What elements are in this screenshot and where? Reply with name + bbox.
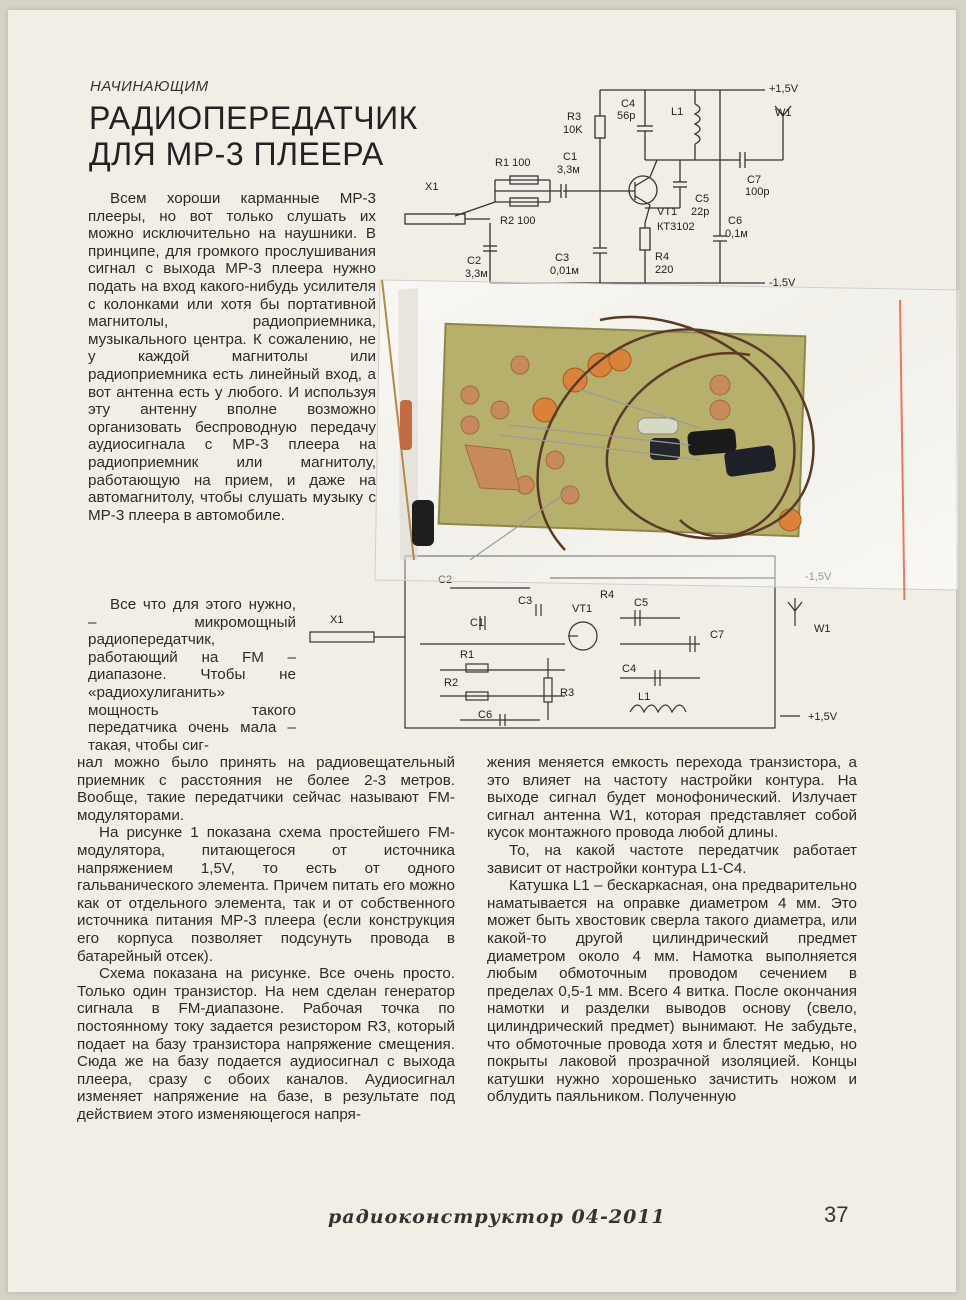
- label-c2-val: 3,3м: [465, 268, 488, 280]
- layout-label-c1: C1: [470, 617, 485, 629]
- paragraph: То, на какой частоте передатчик работает зависит от настройки контура L1-C4.: [487, 841, 857, 877]
- paragraph: Все что для этого нужно, – микромощный радиопередатчик, работающий на FM – диапазоне. Чтобы не «радиохулиганить» мощность такого передатчика очень мала – такая, чтобы сиг-: [88, 596, 296, 754]
- label-c2: C2: [467, 255, 482, 267]
- layout-label-w1: W1: [814, 623, 831, 635]
- layout-label-c3: C3: [518, 595, 533, 607]
- label-w1: W1: [775, 107, 792, 119]
- layout-label-r1: R1: [460, 649, 475, 661]
- label-r2: R2 100: [500, 215, 536, 227]
- label-r3: R3: [567, 111, 582, 123]
- layout-label-c4: C4: [622, 663, 637, 675]
- paragraph: жения меняется емкость перехода транзистора, а это влияет на частоту настройки контура. На выходе сигнал будет монофонический. Излучает сигнал антенна W1, которая представляет собой кусок монтажного провода любой длины.: [487, 754, 857, 842]
- title-line-2: ДЛЯ МР-3 ПЛЕЕРА: [89, 136, 384, 172]
- layout-label-vt1: VT1: [572, 603, 593, 615]
- label-c7-val: 100p: [745, 186, 770, 198]
- label-r3-val: 10K: [563, 124, 583, 136]
- layout-label-plus: +1,5V: [808, 711, 838, 723]
- section-label: НАЧИНАЮЩИМ: [90, 78, 209, 95]
- text-column-left-mid: [88, 596, 296, 754]
- paragraph: Схема показана на рисунке. Все очень просто. Только один транзистор. На нем сделан генератор сигнала в FM-диапазоне. Рабочая точка по постоянному току задается резистором R3, который подает на базу транзистора напряжение смещения. Сюда же на базу подается аудиосигнал с выхода плеера, сразу с обоих каналов. Аудиосигнал изменяет напряжение на базе, в результате под действием этого изменяющегося напря-: [77, 965, 455, 1123]
- label-r4: R4: [655, 251, 670, 263]
- label-c6: C6: [728, 215, 743, 227]
- layout-label-r3: R3: [560, 687, 575, 699]
- label-c4: C4: [621, 98, 636, 110]
- label-vt1-val: КТ3102: [657, 221, 695, 233]
- layout-label-r2: R2: [444, 677, 459, 689]
- label-r4-val: 220: [655, 264, 674, 276]
- title-line-1: РАДИОПЕРЕДАТЧИК: [89, 100, 418, 136]
- paragraph: нал можно было принять на радиовещательный приемник с расстояния не более 2-3 метров. Вообще, такие передатчики сейчас называют FM-модуляторами.: [77, 754, 455, 824]
- label-c6-val: 0,1м: [725, 228, 748, 240]
- label-c3: C3: [555, 252, 570, 264]
- label-c5-val: 22p: [691, 206, 710, 218]
- article-title: [89, 100, 418, 172]
- text-column-left-lower: [77, 754, 455, 1123]
- label-plus-supply: +1,5V: [769, 83, 799, 95]
- text-column-right: [487, 754, 857, 1106]
- label-vt1: VT1: [657, 206, 678, 218]
- magazine-footer: радиоконструктор 04-2011: [328, 1206, 666, 1228]
- layout-label-x1: X1: [330, 614, 344, 626]
- paragraph: Катушка L1 – бескаркасная, она предварительно наматывается на оправке диаметром 4 мм. Это может быть хвостовик сверла такого диаметра, или какой-то другой цилиндрический предмет диаметром около 4 мм. Намотка выполняется любым обмоточным проводом сечением в пределах 0,5-1 мм. Всего 4 витка. После окончания намотки и разделки выводов основу (свело, цилиндрический предмет) вынимают. Не забудьте, что обмоточные провода хотя и блестят медью, но покрыты лаковой прозрачной изоляцией. Концы катушки нужно хорошенько зачистить ножом и облудить паяльником. Полученную: [487, 877, 857, 1106]
- label-c4-val: 56p: [617, 110, 636, 122]
- layout-label-l1: L1: [638, 691, 651, 703]
- label-x1: X1: [425, 181, 439, 193]
- layout-label-c6: C6: [478, 709, 493, 721]
- label-minus-supply: -1,5V: [769, 277, 796, 289]
- text-column-left-upper: [88, 190, 376, 524]
- paragraph: Всем хороши карманные МР-3 плееры, но вот только слушать их можно исключительно на наушники. В принципе, для громкого прослушивания сигнал с выхода МР-3 плеера нужно подать на вход какого-нибудь усилителя с колонками или хотя бы портативной магнитолы, радиоприемника, музыкального центра. К сожалению, не у каждой магнитолы или радиоприемника есть линейный вход, а вот антенна есть у любого. И используя эту антенну вполне возможно организовать беспроводную передачу аудиосигнала с МР-3 плеера на радиоприемник или магнитолу, работающую на прием, и даже на автомагнитолу, чтобы слушать музыку с МР-3 плеера в автомобиле.: [88, 190, 376, 524]
- label-l1: L1: [671, 106, 684, 118]
- layout-label-c5: C5: [634, 597, 649, 609]
- kit-photo: [370, 260, 960, 600]
- label-c1: C1: [563, 151, 578, 163]
- paragraph: На рисунке 1 показана схема простейшего FM-модулятора, питающегося от источника напряжением 1,5V, то есть от одного гальванического элемента. Причем питать его можно как от отдельного элемента, так и от собственного источника питания МР-3 плеера (если конструкция его корпуса позволяет подсунуть провода в батарейный отсек).: [77, 824, 455, 965]
- label-c5: C5: [695, 193, 710, 205]
- label-c3-val: 0,01м: [550, 265, 579, 277]
- layout-label-c7: C7: [710, 629, 725, 641]
- page-number: 37: [824, 1202, 849, 1227]
- label-r1: R1 100: [495, 157, 531, 169]
- label-c1-val: 3,3м: [557, 164, 580, 176]
- label-c7: C7: [747, 174, 762, 186]
- layout-label-r4: R4: [600, 589, 615, 601]
